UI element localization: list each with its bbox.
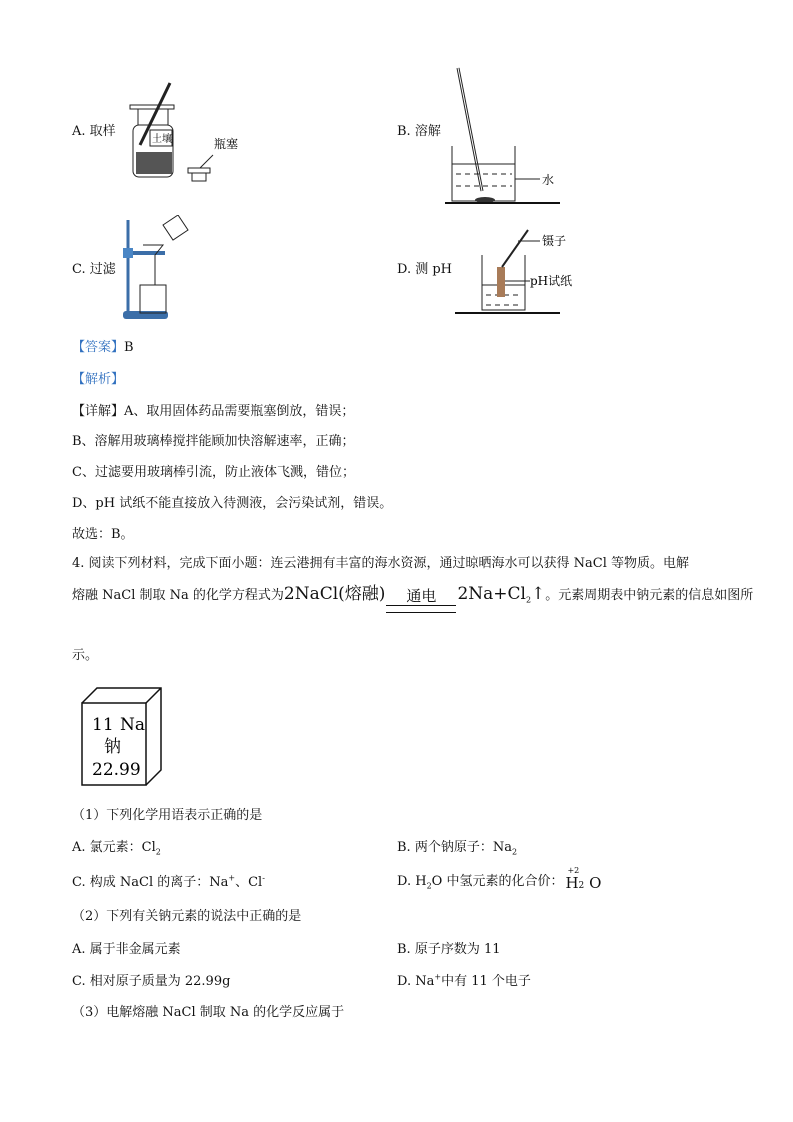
detail-first-line: [72, 404, 354, 420]
option-a-label: A. 取样: [72, 124, 116, 139]
q4-intro-line1: 4. 阅读下列材料，完成下面小题：连云港拥有丰富的海水资源，通过晾晒海水可以获得 NaCl 等物质。电解: [72, 556, 690, 571]
equation-condition-text: 通电: [406, 587, 437, 605]
sub3-stem: （3）电解熔融 NaCl 制取 Na 的化学反应属于: [72, 1005, 345, 1020]
detail-line: 故选：B。: [72, 527, 134, 542]
q4-intro-line2-post: 。元素周期表中钠元素的信息如图所: [545, 588, 754, 603]
ph-test-figure: [450, 225, 590, 320]
detail-line: C、过滤要用玻璃棒引流，防止液体飞溅，错位；: [72, 465, 355, 480]
answer-line: [72, 340, 134, 356]
equation-subscript: 2: [525, 595, 532, 605]
filtration-figure: [118, 215, 208, 327]
sub2-option-b[interactable]: B. 原子序数为 11: [397, 942, 501, 957]
sub1-option-d[interactable]: D. $H_2O$ 中氢元素的化合价： +2 H2 O: [397, 866, 601, 895]
valence-formula-text: H2 O: [565, 874, 602, 892]
sub2-stem: （2）下列有关钠元素的说法中正确的是: [72, 909, 302, 924]
detail-line: A、取用固体药品需要瓶塞倒放，错误；: [124, 404, 355, 419]
detail-tag: 【详解】: [72, 404, 125, 419]
atomic-number: 11: [92, 715, 114, 735]
tweezers-label: 镊子: [542, 234, 567, 248]
sampling-figure: [128, 80, 248, 185]
water-label: 水: [542, 173, 555, 187]
q4-intro-line2-pre: 熔融 NaCl 制取 Na 的化学方程式为: [72, 588, 284, 603]
stopper-label: 瓶塞: [214, 137, 239, 151]
equation-left: 2NaCl(熔融): [283, 584, 386, 604]
q4-intro-line2: [72, 584, 753, 619]
sub2-option-c[interactable]: C. 相对原子质量为 22.99g: [72, 974, 231, 989]
analysis-tag: 【解析】: [72, 372, 125, 387]
sub1-option-b[interactable]: B. 两个钠原子：$Na_2$: [397, 840, 518, 857]
sodium-element-card: [80, 686, 165, 788]
gas-arrow: ↑: [531, 584, 546, 604]
soil-label: 土壤: [152, 134, 172, 145]
q4-intro-line3: 示。: [72, 648, 99, 663]
answer-tag: 【答案】: [72, 340, 125, 355]
sub1-option-c[interactable]: C. 构成 NaCl 的离子：Na+、Cl-: [72, 873, 265, 890]
ph-paper-label: pH试纸: [530, 274, 573, 288]
atomic-mass: 22.99: [92, 760, 141, 780]
valence-formula: [565, 866, 601, 895]
detail-line: D、pH 试纸不能直接放入待测液，会污染试剂，错误。: [72, 496, 393, 511]
equation-double-line: [386, 605, 456, 613]
valence-value: +2: [567, 866, 580, 875]
option-b-label: B. 溶解: [397, 124, 441, 139]
option-c-label: C. 过滤: [72, 262, 116, 277]
equation-condition: [386, 588, 456, 619]
sub2-option-d[interactable]: D. Na+中有 11 个电子: [397, 972, 531, 989]
detail-line: B、溶解用玻璃棒搅拌能顾加快溶解速率，正确；: [72, 434, 355, 449]
sub2-option-a[interactable]: A. 属于非金属元素: [72, 942, 181, 957]
equation-right: 2Na+Cl: [457, 584, 526, 604]
sub1-option-a[interactable]: A. 氯元素：$Cl_2$: [72, 840, 161, 857]
dissolving-figure: [440, 66, 570, 206]
sub1-stem: （1）下列化学用语表示正确的是: [72, 808, 263, 823]
answer-value: B: [124, 340, 134, 355]
option-d-label: D. 测 pH: [397, 262, 453, 277]
element-name: 钠: [104, 737, 121, 757]
element-symbol: Na: [120, 715, 146, 735]
